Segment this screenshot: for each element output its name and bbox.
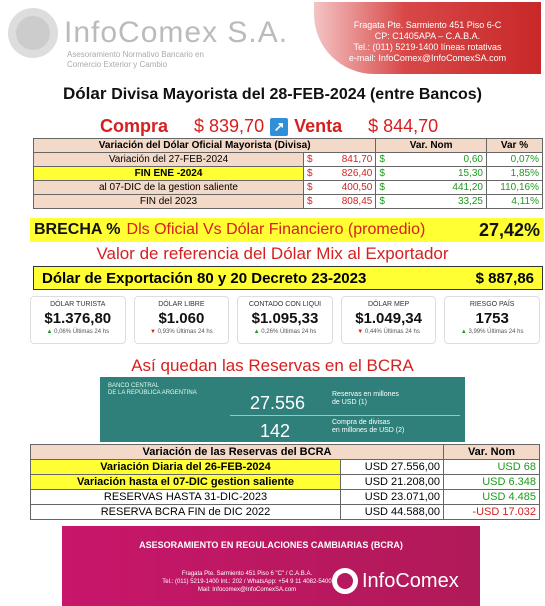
card-change [31,329,125,335]
quote-cards [30,296,540,344]
reservas-table [30,444,540,520]
brecha-label: BRECHA % [34,221,121,238]
export-dollar-bar [33,266,543,290]
title-rest: Divisa Mayorista del 28-FEB-2024 (entre Bancos) [111,86,482,103]
brand-area [4,2,314,74]
table-row [34,195,543,209]
bcra-panel [100,377,465,442]
purchases-label-2: en millones de USD (2) [332,427,405,434]
table-header: Variación de las Reservas del BCRA [31,445,444,460]
card-label: RIESGO PAÍS [469,301,515,308]
venta-label: Venta [294,116,343,136]
quote-card[interactable] [341,296,437,344]
row-label: Variación Diaria del 26-FEB-2024 [31,460,341,475]
card-change-pct: 0,44% [364,329,382,335]
row-currency: $ [304,153,322,167]
logo-sub-2: Comercio Exterior y Cambio [67,60,168,69]
row-var-nom: 33,25 [390,195,487,209]
row-value: USD 27.556,00 [341,460,444,475]
purchases-label-1: Compra de divisas [332,419,390,426]
table-header-row [31,445,540,460]
footer-logo [332,568,459,594]
email-line: e-mail: InfoComex@InfoComexSA.com [348,53,507,63]
logo-text: InfoComex S.A. [64,16,289,49]
row-value: 400,50 [322,181,376,195]
row-var-nom: 15,30 [390,167,487,181]
row-label: Variación del 27-FEB-2024 [34,153,304,167]
card-period: Últimas 24 hs [487,329,524,335]
card-value: $1.049,34 [355,310,422,327]
export-value: $ 887,86 [475,269,534,287]
table-row [31,475,540,490]
brecha-bar [30,218,544,242]
row-var-nom: 0,60 [390,153,487,167]
logo-sub-1: Asesoramiento Normativo Bancario en [67,50,204,59]
header-banner [4,2,541,74]
arrow-up-icon: ▲ [253,329,260,335]
table-header-row [34,139,543,153]
card-change [342,329,436,335]
col-var-nom: Var. Nom [376,139,487,153]
row-value: 841,70 [322,153,376,167]
card-period: Últimas 24 hs [279,329,317,335]
row-currency: $ [304,167,322,181]
footer-addr-1: Fragata Pte. Sarmiento 451 Piso 6 "C" / C.A.B.A. [181,571,313,577]
card-label: DÓLAR TURISTA [50,301,106,308]
table-row [34,153,543,167]
reserves-label-1: Reservas en millones [332,391,399,398]
address-line: Fragata Pte. Sarmiento 451 Piso 6-C [353,20,502,30]
row-label: RESERVA BCRA FIN de DIC 2022 [31,505,341,520]
row-value: 826,40 [322,167,376,181]
card-change [445,329,539,335]
table-row [31,460,540,475]
logo-circle-icon [332,568,358,594]
table-row [31,505,540,520]
row-currency: $ [304,195,322,209]
row-value: USD 23.071,00 [341,490,444,505]
card-period: Últimas 24 hs [176,329,213,335]
row-label: FIN ENE -2024 [34,167,304,181]
purchases-value: 142 [260,421,291,441]
brecha-value: 27,42% [478,219,540,240]
bcra-logo [108,383,197,397]
footer-addr-2: Tel.: (011) 5219-1400 Int.: 202 / WhatsApp: +54 9 11 4082-5400 [162,579,332,585]
row-var-pct: 1,85% [487,167,543,181]
card-period: Últimas 24 hs [72,329,110,335]
row-var-nom: USD 6.348 [444,475,540,490]
card-period: Últimas 24 hs [383,329,420,335]
quote-card[interactable] [444,296,540,344]
quote-card[interactable] [237,296,333,344]
row-var-currency: $ [376,167,390,181]
reserves-value: 27.556 [250,393,306,413]
row-label: FIN del 2023 [34,195,304,209]
arrow-up-icon: ▲ [46,329,53,335]
reservas-heading: Así quedan las Reservas en el BCRA [131,356,414,375]
row-label: Variación hasta el 07-DIC gestion saliente [31,475,341,490]
row-value: USD 21.208,00 [341,475,444,490]
brecha-desc: Dls Oficial Vs Dólar Financiero (promedio) [126,221,426,238]
arrow-up-icon: ▲ [460,329,467,335]
card-label: DÓLAR MEP [367,301,410,308]
table-row [34,181,543,195]
row-var-nom: 441,20 [390,181,487,195]
table-row [34,167,543,181]
variation-table [33,138,543,209]
card-change-pct: 0,06% [54,329,72,335]
row-var-pct: 0,07% [487,153,543,167]
arrow-down-icon: ▼ [357,329,364,335]
contact-info [314,2,541,74]
reserves-label [332,391,399,407]
compra-label: Compra [100,116,169,136]
card-change-pct: 3,99% [468,329,486,335]
col-var-pct: Var % [487,139,543,153]
row-var-nom: -USD 17.032 [444,505,540,520]
row-var-pct: 110,16% [487,181,543,195]
card-change [135,329,229,335]
card-value: $1.376,80 [44,310,112,327]
card-value: $1.095,33 [251,310,319,327]
logo-circle-icon [8,8,58,58]
row-label: al 07-DIC de la gestion saliente [34,181,304,195]
title-bold: Dólar [62,84,107,103]
bcra-logo-line-2: DE LA REPÚBLICA ARGENTINA [108,390,197,396]
card-label: DÓLAR LIBRE [158,301,205,308]
card-value: $1.060 [158,310,205,327]
page-title [0,84,545,104]
row-var-currency: $ [376,195,390,209]
compra-venta-row [100,116,438,137]
footer-address [162,570,332,594]
logo-subtitle [67,50,204,70]
footer-addr-3: Mail: Infocomex@InfoComexSA.com [197,587,297,593]
card-label: CONTADO CON LIQUI [248,301,322,308]
compra-value: $ 839,70 [194,116,265,136]
arrow-down-icon: ▼ [150,329,156,335]
row-var-nom: USD 4.485 [444,490,540,505]
table-header: Variación del Dólar Oficial Mayorista (Divisa) [34,139,376,153]
reserves-label-2: de USD (1) [332,399,368,406]
card-change-pct: 0,93% [157,329,175,335]
purchases-label [332,419,404,435]
footer-logo-text: InfoComex [362,569,459,592]
row-currency: $ [304,181,322,195]
card-change-pct: 0,26% [261,329,279,335]
row-var-nom: USD 68 [444,460,540,475]
footer-banner[interactable] [62,526,480,606]
col-var-nom: Var. Nom [444,445,540,460]
quote-card[interactable] [30,296,126,344]
card-value: 1753 [475,310,509,327]
valor-referencia-heading: Valor de referencia del Dólar Mix al Exportador [96,244,449,263]
postcode-line: CP: C1405APA – C.A.B.A. [374,31,481,41]
export-label: Dólar de Exportación 80 y 20 Decreto 23-2023 [42,269,367,287]
venta-value: $ 844,70 [368,116,439,136]
phone-line: Tel.: (011) 5219-1400 líneas rotativas [353,42,502,52]
row-label: RESERVAS HASTA 31-DIC-2023 [31,490,341,505]
bcra-logo-line-1: BANCO CENTRAL [108,383,160,389]
footer-heading: ASESORAMIENTO EN REGULACIONES CAMBIARIAS (BCRA) [139,540,403,550]
divider [230,415,460,416]
quote-card[interactable] [134,296,230,344]
table-row [31,490,540,505]
row-var-currency: $ [376,153,390,167]
card-change [238,329,332,335]
row-var-currency: $ [376,181,390,195]
row-value: USD 44.588,00 [341,505,444,520]
row-var-pct: 4,11% [487,195,543,209]
row-value: 808,45 [322,195,376,209]
arrow-up-right-icon: ↗ [270,118,288,136]
